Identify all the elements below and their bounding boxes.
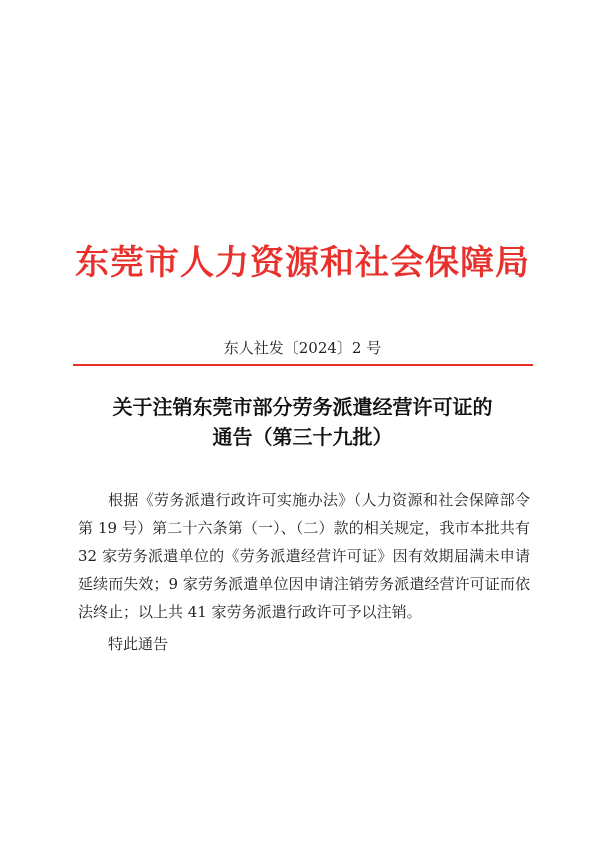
issuing-authority-masthead: 东莞市人力资源和社会保障局 (75, 243, 530, 283)
document-title (0, 392, 605, 452)
red-divider-line (73, 364, 533, 366)
closing-phrase: 特此通告 (108, 635, 169, 653)
document-body (78, 486, 530, 658)
document-title-line-1: 关于注销东莞市部分劳务派遣经营许可证的 (112, 395, 493, 419)
document-title-line-2: 通告（第三十九批） (212, 425, 393, 449)
body-paragraph: 根据《劳务派遣行政许可实施办法》（人力资源和社会保障部令第 19 号）第二十六条第（一）、（二）款的相关规定，我市本批共有 32 家劳务派遣单位的《劳务派遣经营许可证》因有效期届满未申请延续而失效；9 家劳务派遣单位因申请注销劳务派遣经营许可证而依法终止；以上共 41 家劳务派遣行政许可予以注销。 (78, 491, 530, 621)
document-number: 东人社发〔2024〕2 号 (223, 339, 382, 357)
